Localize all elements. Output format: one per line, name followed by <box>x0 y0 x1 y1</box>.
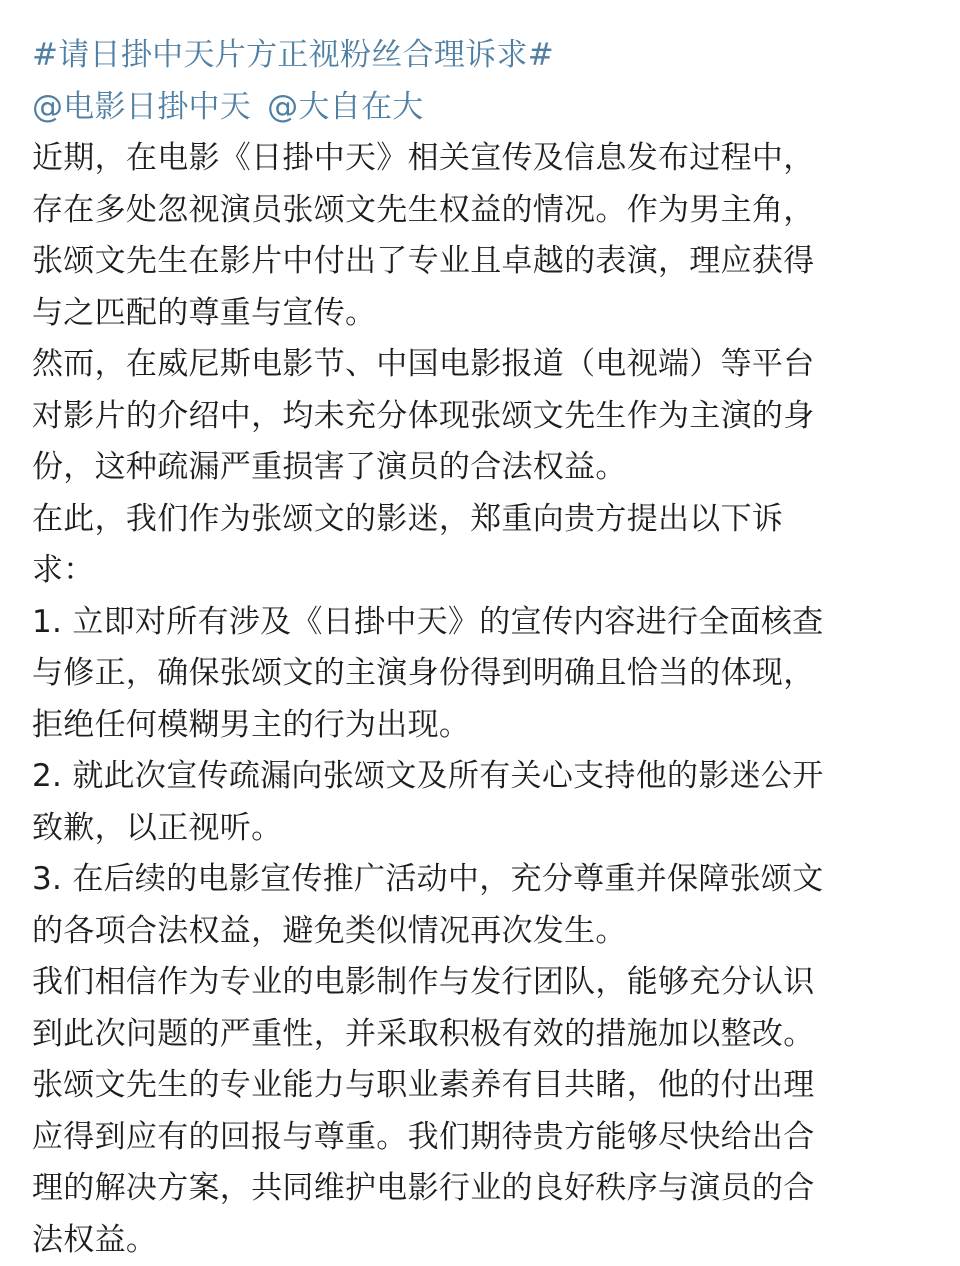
body-text-line: 在此，我们作为张颂文的影迷，郑重向贵方提出以下诉 <box>32 494 932 546</box>
body-text-line: 拒绝任何模糊男主的行为出现。 <box>32 700 932 752</box>
body-text-line: 然而，在威尼斯电影节、中国电影报道（电视端）等平台 <box>32 339 932 391</box>
mentions-row <box>32 82 932 134</box>
body-text-line: 的各项合法权益，避免类似情况再次发生。 <box>32 906 932 958</box>
demand-item-1: 1. 立即对所有涉及《日掛中天》的宣传内容进行全面核查 <box>32 597 932 649</box>
post-body <box>32 133 932 1266</box>
body-text-line: 张颂文先生的专业能力与职业素养有目共睹，他的付出理 <box>32 1060 932 1112</box>
mention-link-film-account[interactable]: @电影日掛中天 <box>32 82 251 134</box>
body-text-line: 存在多处忽视演员张颂文先生权益的情况。作为男主角， <box>32 185 932 237</box>
body-text-line: 致歉，以正视听。 <box>32 803 932 855</box>
body-text-line-cut-off: 法权益。 <box>32 1215 932 1266</box>
body-text-line: 到此次问题的严重性，并采取积极有效的措施加以整改。 <box>32 1009 932 1061</box>
body-text-line: 份，这种疏漏严重损害了演员的合法权益。 <box>32 442 932 494</box>
body-text-line: 对影片的介绍中，均未充分体现张颂文先生作为主演的身 <box>32 391 932 443</box>
body-text-line: 张颂文先生在影片中付出了专业且卓越的表演，理应获得 <box>32 236 932 288</box>
body-text-line: 与之匹配的尊重与宣传。 <box>32 288 932 340</box>
body-text-line: 理的解决方案，共同维护电影行业的良好秩序与演员的合 <box>32 1163 932 1215</box>
demand-item-2: 2. 就此次宣传疏漏向张颂文及所有关心支持他的影迷公开 <box>32 751 932 803</box>
body-text-line: 求： <box>32 545 932 597</box>
demand-item-3: 3. 在后续的电影宣传推广活动中，充分尊重并保障张颂文 <box>32 854 932 906</box>
topic-hashtag-link[interactable]: #请日掛中天片方正视粉丝合理诉求# <box>32 30 932 82</box>
body-text-line: 近期，在电影《日掛中天》相关宣传及信息发布过程中， <box>32 133 932 185</box>
body-text-line: 我们相信作为专业的电影制作与发行团队，能够充分认识 <box>32 957 932 1009</box>
body-text-line: 与修正，确保张颂文的主演身份得到明确且恰当的体现， <box>32 648 932 700</box>
body-text-line: 应得到应有的回报与尊重。我们期待贵方能够尽快给出合 <box>32 1112 932 1164</box>
mention-link-user[interactable]: @大自在大 <box>267 82 424 134</box>
